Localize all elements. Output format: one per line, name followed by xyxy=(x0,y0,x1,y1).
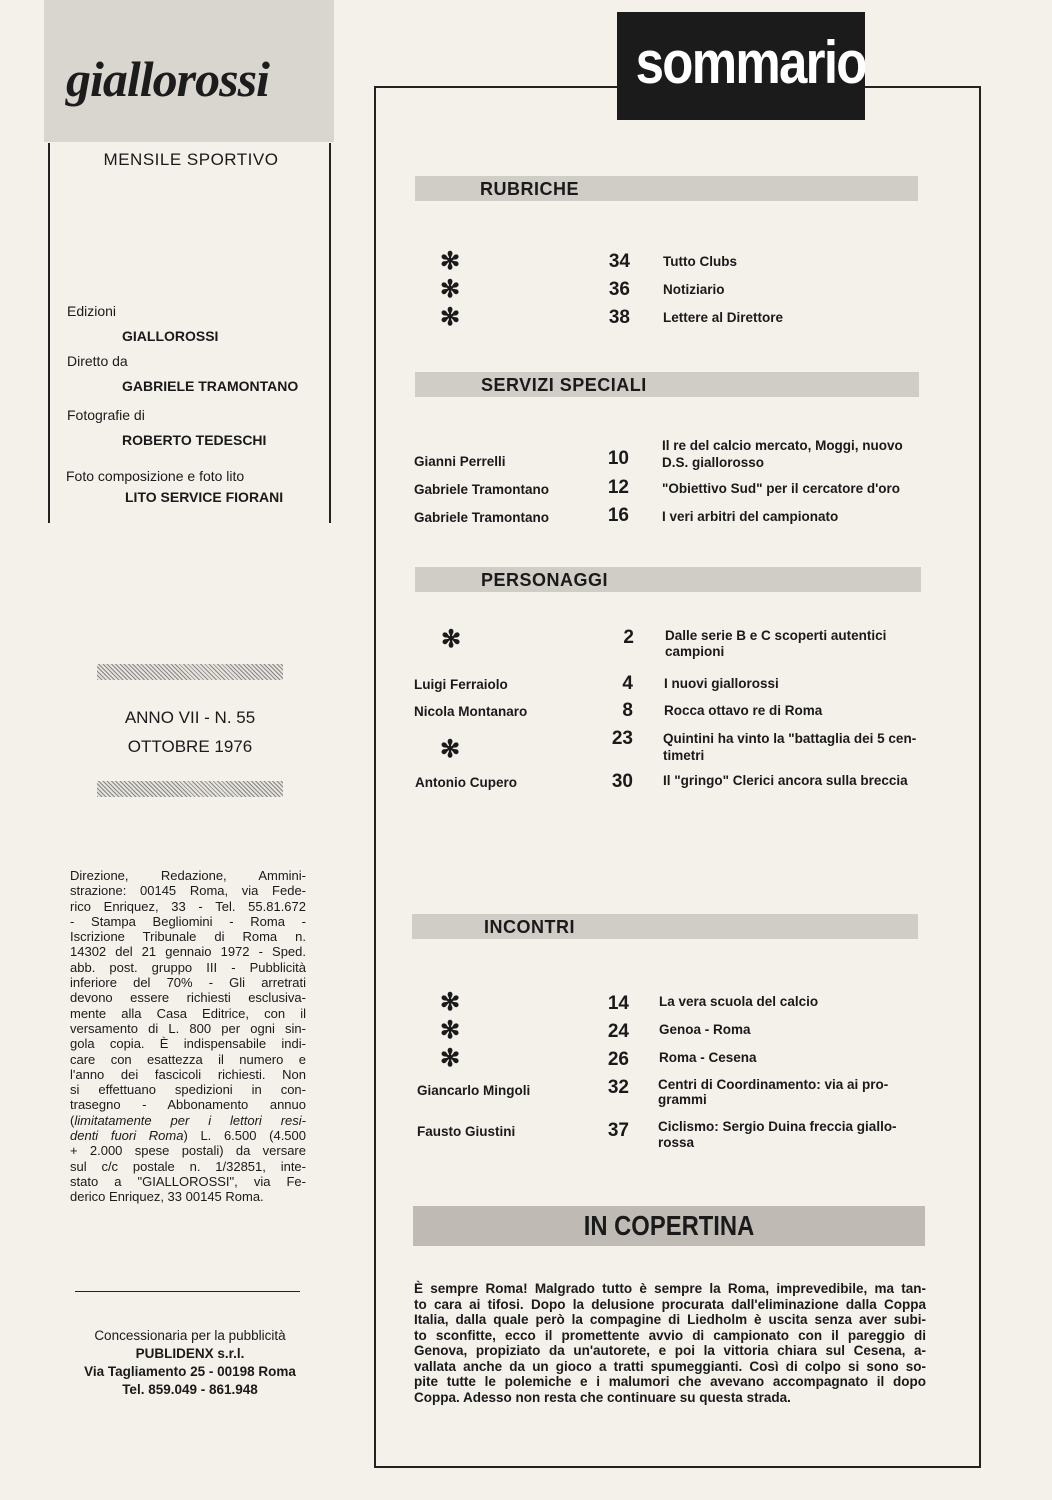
colophon-line: l'anno dei fascicoli richiesti. Non xyxy=(70,1066,306,1082)
masthead-title: giallorossi xyxy=(66,51,269,107)
article-title: Notiziario xyxy=(663,282,725,297)
cover-line: Genova, propiziato da un'autorete, e poi la vittoria chiara sul Cesena, a- xyxy=(414,1343,926,1358)
star-mark: ✻ xyxy=(441,626,462,653)
colophon-line: sul c/c postale n. 1/32851, inte- xyxy=(70,1158,306,1174)
colophon-italic: denti fuori Roma xyxy=(70,1128,184,1144)
divider xyxy=(75,1291,300,1292)
star-mark: ✻ xyxy=(440,1045,461,1072)
edizioni-label: Edizioni xyxy=(67,303,117,319)
page-number: 2 xyxy=(623,627,634,648)
page-number: 12 xyxy=(607,477,629,498)
colophon-line: stato a "GIALLOROSSI", via Fe- xyxy=(70,1173,306,1189)
page-number: 8 xyxy=(622,700,633,721)
article-title: grammi xyxy=(658,1092,707,1107)
colophon-text: ) L. 6.500 (4.500 xyxy=(183,1128,306,1144)
colophon xyxy=(70,868,306,1205)
page-number: 23 xyxy=(611,728,633,749)
colophon-italic: limitatamente per i lettori resi- xyxy=(74,1112,306,1128)
cover-line: Italia, dalla quale però la compagine di Liedholm è uscita senza aver subi- xyxy=(414,1312,926,1327)
page-number: 37 xyxy=(607,1120,629,1141)
advertising-company: PUBLIDENX s.r.l. xyxy=(135,1346,245,1361)
cover-line: to cara ai tifosi. Dopo la delusione procurata dall'eliminazione dalla Coppa xyxy=(414,1296,926,1312)
article-author: Gabriele Tramontano xyxy=(414,482,550,497)
page-number: 24 xyxy=(607,1021,629,1042)
page-number: 32 xyxy=(607,1077,629,1098)
article-title: La vera scuola del calcio xyxy=(659,994,819,1009)
colophon-line: gola copia. È indispensabile indi- xyxy=(70,1036,306,1052)
section-title-servizi: SERVIZI SPECIALI xyxy=(481,375,647,395)
foto-label: Fotografie di xyxy=(67,407,145,423)
star-mark: ✻ xyxy=(440,276,461,303)
star-mark: ✻ xyxy=(440,248,461,275)
right-column-rule xyxy=(329,143,331,523)
colophon-line: + 2.000 spese postali) da versare xyxy=(70,1143,306,1159)
section-title-incontri: INCONTRI xyxy=(484,917,575,937)
dotted-band-bottom xyxy=(97,781,283,797)
page-number: 4 xyxy=(622,673,633,694)
article-title: Tutto Clubs xyxy=(663,254,737,269)
compo-label: Foto composizione e foto lito xyxy=(66,468,245,484)
article-author: Antonio Cupero xyxy=(415,775,517,790)
colophon-line xyxy=(70,1128,306,1143)
article-title: timetri xyxy=(663,748,705,763)
cover-description xyxy=(414,1281,926,1405)
article-title: Quintini ha vinto la "battaglia dei 5 cen- xyxy=(663,731,917,746)
article-author: Fausto Giustini xyxy=(417,1124,516,1139)
article-title: Dalle serie B e C scoperti autentici xyxy=(665,628,887,643)
page-number: 38 xyxy=(608,307,630,328)
cover-line: vallata anche da un gioco a tratti spumeggianti. Così di colpo si sono so- xyxy=(414,1358,926,1374)
page-number: 14 xyxy=(607,993,629,1014)
article-title: campioni xyxy=(665,644,725,659)
colophon-line: - Stampa Begliomini - Roma - xyxy=(70,913,306,929)
colophon-line xyxy=(70,1113,306,1128)
colophon-line: abb. post. gruppo III - Pubblicità xyxy=(70,959,306,975)
advertising-phone: Tel. 859.049 - 861.948 xyxy=(122,1382,258,1397)
article-title: Centri di Coordinamento: via ai pro- xyxy=(658,1077,889,1092)
foto-value: ROBERTO TEDESCHI xyxy=(122,432,267,448)
article-title: Roma - Cesena xyxy=(659,1050,757,1065)
colophon-line: Direzione, Redazione, Ammini- xyxy=(70,868,306,883)
article-title: Lettere al Direttore xyxy=(663,310,784,325)
page-number: 10 xyxy=(607,448,629,469)
section-title-personaggi: PERSONAGGI xyxy=(481,570,609,590)
article-title: Rocca ottavo re di Roma xyxy=(664,703,823,718)
article-title: "Obiettivo Sud" per il cercatore d'oro xyxy=(662,481,901,496)
colophon-line: versamento di L. 800 per ogni sin- xyxy=(70,1020,306,1036)
issue-number: ANNO VII - N. 55 xyxy=(124,708,256,727)
article-title: D.S. giallorosso xyxy=(662,455,765,470)
colophon-line: rico Enriquez, 33 - Tel. 55.81.672 xyxy=(70,898,306,914)
star-mark: ✻ xyxy=(440,736,461,763)
article-title: Genoa - Roma xyxy=(659,1022,751,1037)
cover-line: Coppa. Adesso non resta che continuare su questa strada. xyxy=(414,1389,791,1405)
colophon-line: 14302 del 21 gennaio 1972 - Sped. xyxy=(70,944,306,960)
diretto-value: GABRIELE TRAMONTANO xyxy=(122,378,299,394)
sommario-title: sommario xyxy=(635,29,866,96)
advertising-label: Concessionaria per la pubblicità xyxy=(94,1328,286,1343)
article-author: Nicola Montanaro xyxy=(414,704,528,719)
issue-date: OTTOBRE 1976 xyxy=(127,737,253,756)
article-title: I veri arbitri del campionato xyxy=(662,509,839,524)
article-title: Il "gringo" Clerici ancora sulla breccia xyxy=(663,773,908,788)
article-title: I nuovi giallorossi xyxy=(664,676,779,691)
colophon-line: derico Enriquez, 33 00145 Roma. xyxy=(70,1189,264,1205)
colophon-line: care con esattezza il numero e xyxy=(70,1051,306,1067)
article-author: Gianni Perrelli xyxy=(414,454,506,469)
colophon-line: inferiore del 70% - Gli arretrati xyxy=(70,975,306,991)
article-title: Ciclismo: Sergio Duina freccia giallo- xyxy=(658,1119,897,1134)
cover-line: pite tutte le polemiche e i malumori che avevano accompagnato il dopo xyxy=(414,1374,926,1389)
star-mark: ✻ xyxy=(440,1017,461,1044)
article-author: Giancarlo Mingoli xyxy=(417,1083,531,1098)
colophon-line: mente alla Casa Editrice, con il xyxy=(70,1005,306,1021)
cover-line: to sconfitte, ecco il promettente avvio di campionato con il pareggio di xyxy=(414,1327,926,1343)
article-title: rossa xyxy=(658,1135,695,1150)
page-number: 34 xyxy=(608,251,630,272)
colophon-line: si effettuano spedizioni in con- xyxy=(70,1082,306,1098)
colophon-line: Iscrizione Tribunale di Roma n. xyxy=(70,929,306,945)
advertising-address: Via Tagliamento 25 - 00198 Roma xyxy=(84,1364,296,1379)
page-number: 30 xyxy=(611,771,633,792)
colophon-line: trasegno - Abbonamento annuo xyxy=(70,1097,306,1113)
article-author: Luigi Ferraiolo xyxy=(414,677,508,692)
compo-value: LITO SERVICE FIORANI xyxy=(125,489,284,505)
article-author: Gabriele Tramontano xyxy=(414,510,550,525)
diretto-label: Diretto da xyxy=(67,353,128,369)
article-title: Il re del calcio mercato, Moggi, nuovo xyxy=(662,438,903,453)
page-number: 26 xyxy=(607,1049,629,1070)
page-number: 16 xyxy=(607,505,629,526)
cover-section-title: IN COPERTINA xyxy=(583,1210,755,1241)
colophon-text: ( xyxy=(70,1112,75,1128)
masthead-subtitle: MENSILE SPORTIVO xyxy=(103,150,279,169)
colophon-line: strazione: 00145 Roma, via Fede- xyxy=(70,883,306,899)
left-column-rule xyxy=(48,143,50,523)
star-mark: ✻ xyxy=(440,989,461,1016)
cover-line: È sempre Roma! Malgrado tutto è sempre la Roma, imprevedibile, ma tan- xyxy=(414,1281,926,1296)
dotted-band-top xyxy=(97,664,283,680)
edizioni-value: GIALLOROSSI xyxy=(122,328,219,344)
star-mark: ✻ xyxy=(440,304,461,331)
section-title-rubriche: RUBRICHE xyxy=(480,179,580,199)
colophon-line: devono essere richiesti esclusiva- xyxy=(70,990,306,1006)
page-number: 36 xyxy=(608,279,630,300)
